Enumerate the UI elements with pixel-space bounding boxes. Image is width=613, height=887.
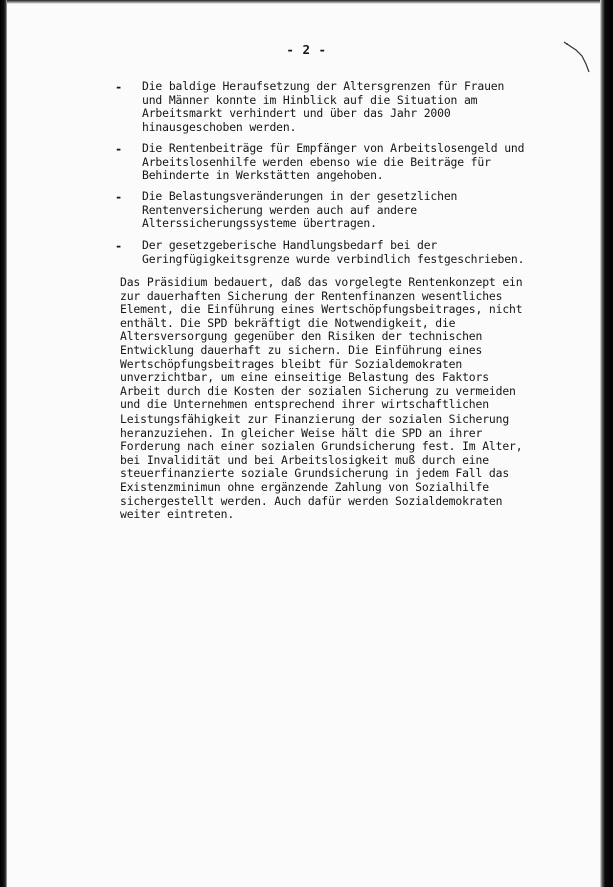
scan-edge-right (600, 0, 613, 887)
paragraph-basic-security: Leistungsfähigkeit zur Finanzierung der sozialen Sicherung heranzuziehen. In gleicher Weise hält die SPD an ihrer Forderung nach einer sozialen Grundsicherung fest. Im Alter, bei Invalidität und bei Arbeitslosigkeit muß durch eine steuerfinanzierte soziale Grundsicherung in jedem Fall das Existenzminimun ohne ergänzende Zahlung von Sozialhilfe sichergestellt werden. Auch dafür werden Sozialdemokraten weiter eintreten. (120, 412, 523, 522)
bullet-item-pension-contributions (115, 142, 585, 183)
bullet-item-legislative-need (115, 239, 585, 266)
bullet-text: Die Belastungsveränderungen in der gesetzlichen Rentenversicherung werden auch auf andere Alterssicherungssysteme übertragen. (142, 189, 458, 231)
bullet-dash: - (115, 80, 123, 94)
bullet-text: Die Rentenbeiträge für Empfänger von Arbeitslosengeld und Arbeitslosenhilfe werden ebenso wie die Beiträge für Behinderte in Werkstätten angehoben. (142, 141, 525, 183)
scan-edge-left (0, 0, 7, 887)
scan-edge-top (0, 0, 613, 4)
scan-artifact-mark (562, 38, 596, 78)
page-number: - 2 - (286, 42, 327, 57)
bullet-item-burden-changes (115, 190, 585, 231)
bullet-item-retirement-age (115, 80, 585, 134)
bullet-text: Die baldige Heraufsetzung der Altersgrenzen für Frauen und Männer konnte im Hinblick auf die Situation am Arbeitsmarkt verhindert und über das Jahr 2000 hinausgeschoben werden. (142, 79, 505, 134)
bullet-text: Der gesetzgeberische Handlungsbedarf bei der Geringfügigkeitsgrenze wurde verbindlich festgeschrieben. (142, 238, 525, 266)
bullet-dash: - (115, 190, 123, 204)
paragraph-presidium: Das Präsidium bedauert, daß das vorgelegte Rentenkonzept ein zur dauerhaften Sicherung der Rentenfinanzen wesentliches Element, die Einführung eines Wertschöpfungsbeitrages, nicht enthält. Die SPD bekräftigt die Notwendigkeit, die Altersversorgung gegenüber den Risiken der technischen Entwicklung dauerhaft zu sichern. Die Einführung eines Wertschöpfungsbeitrages bleibt für Sozialdemokraten unverzichtbar, um eine einseitige Belastung des Faktors Arbeit durch die Kosten der sozialen Sicherung zu vermeiden und die Unternehmen entsprechend ihrer wirtschaftlichen (120, 275, 523, 412)
bullet-dash: - (115, 239, 123, 253)
bullet-dash: - (115, 142, 123, 156)
